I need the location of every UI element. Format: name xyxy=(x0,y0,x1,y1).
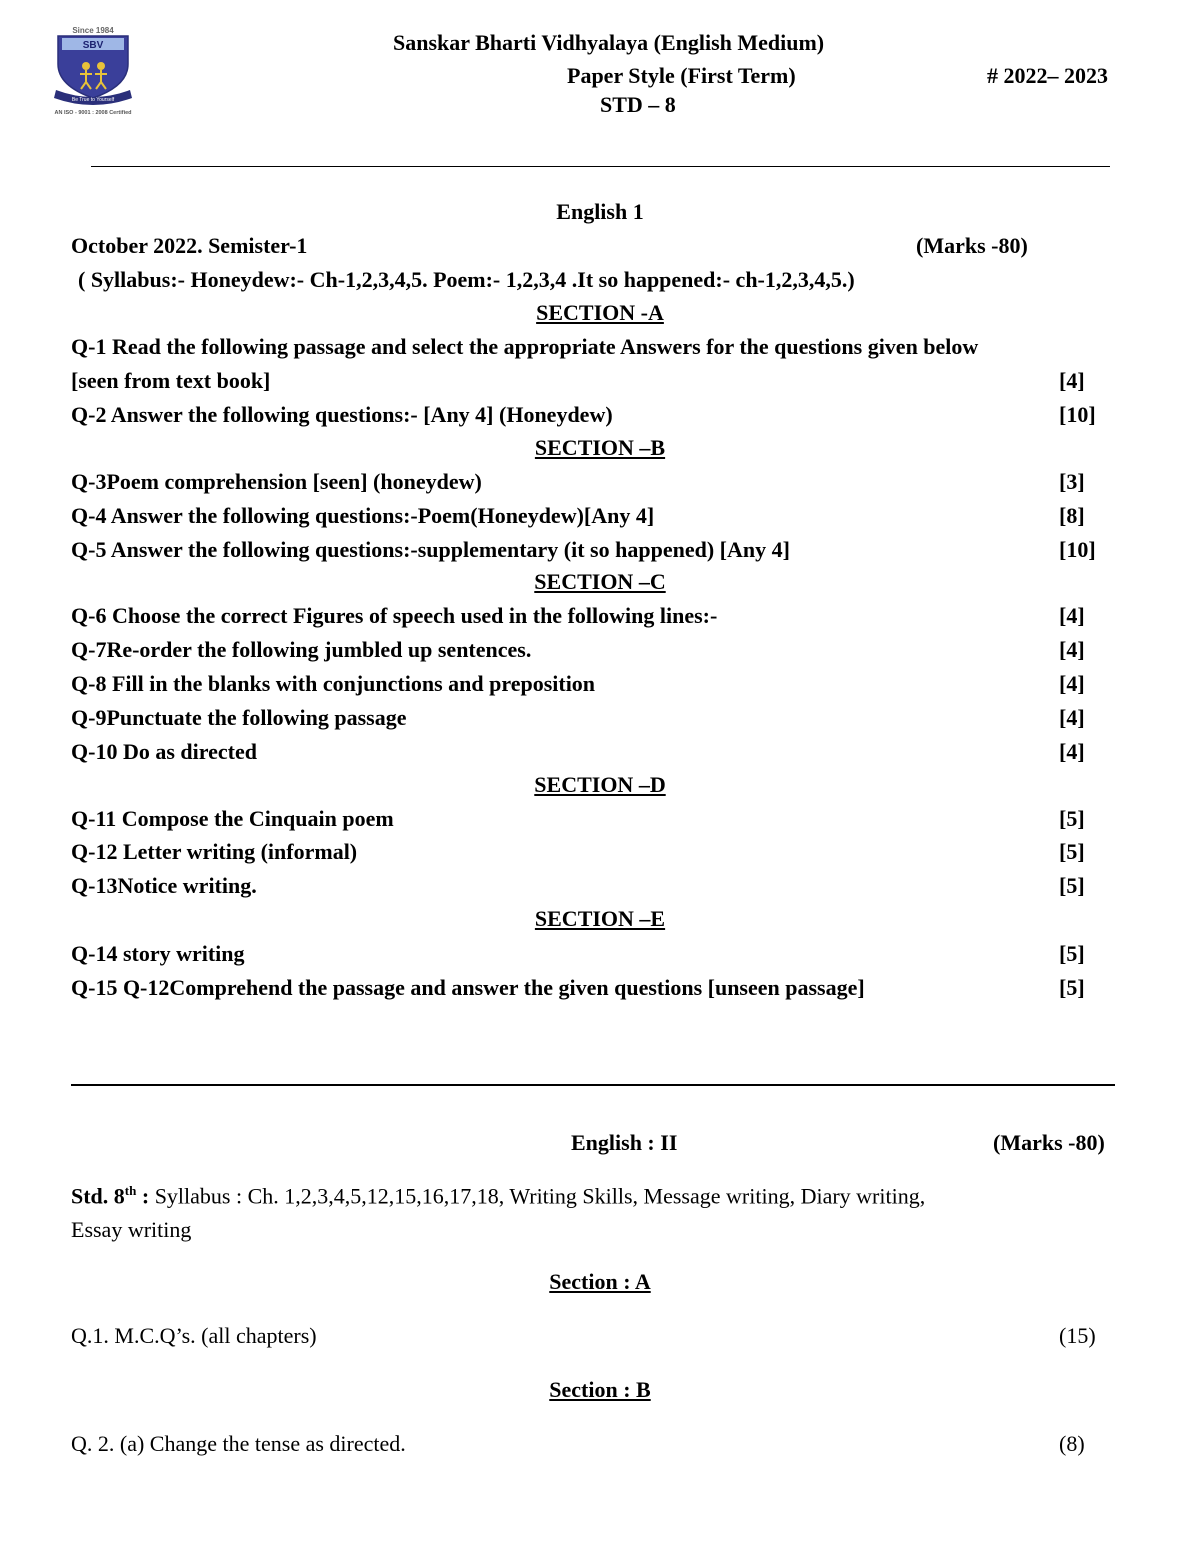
question-text: Q-9Punctuate the following passage xyxy=(71,705,407,730)
question-text: Q-5 Answer the following questions:-supplementary (it so happened) [Any 4] xyxy=(71,537,790,562)
question-text: Q-12 Letter writing (informal) xyxy=(71,839,358,864)
question-text: Q-7Re-order the following jumbled up sentences. xyxy=(71,637,532,662)
question-text: Q-8 Fill in the blanks with conjunctions and preposition xyxy=(71,671,596,696)
question-text: Q.1. M.C.Q’s. (all chapters) xyxy=(71,1323,317,1348)
std-label: Std. 8 xyxy=(71,1183,125,1209)
question-marks: [5] xyxy=(1059,941,1085,966)
english1-syllabus: ( Syllabus:- Honeydew:- Ch-1,2,3,4,5. Poem:- 1,2,3,4 .It so happened:- ch-1,2,3,4,5.) xyxy=(78,267,855,292)
section-heading: SECTION –C xyxy=(534,569,666,594)
question-marks: [4] xyxy=(1059,671,1085,696)
english1-marks: (Marks -80) xyxy=(916,233,1028,258)
section-heading: SECTION -A xyxy=(536,300,664,325)
question-marks: (8) xyxy=(1059,1431,1085,1456)
english2-marks: (Marks -80) xyxy=(993,1130,1105,1155)
question-text: Q-13Notice writing. xyxy=(71,873,257,898)
logo-figure-left-icon xyxy=(82,62,90,70)
english2-syllabus-line2: Essay writing xyxy=(71,1217,192,1242)
question-text: Q-1 Read the following passage and select the appropriate Answers for the questions given below xyxy=(71,334,979,359)
question-marks: [5] xyxy=(1059,975,1085,1000)
school-logo xyxy=(40,24,148,116)
logo-initials: SBV xyxy=(82,40,104,51)
question-marks: [5] xyxy=(1059,873,1085,898)
section-heading: SECTION –B xyxy=(534,435,666,460)
section-heading: SECTION –E xyxy=(534,906,666,931)
question-text: Q-11 Compose the Cinquain poem xyxy=(71,806,394,831)
question-text: Q-3Poem comprehension [seen] (honeydew) xyxy=(71,469,482,494)
english1-title: English 1 xyxy=(556,199,644,224)
question-marks: [5] xyxy=(1059,839,1085,864)
question-text: Q-14 story writing xyxy=(71,941,245,966)
question-text: Q-4 Answer the following questions:-Poem(Honeydew)[Any 4] xyxy=(71,503,655,528)
question-marks: [8] xyxy=(1059,503,1085,528)
std-colon: : xyxy=(136,1183,150,1209)
logo-certification: AN ISO - 9001 : 2008 Certified xyxy=(54,110,132,116)
paper-style: Paper Style (First Term) xyxy=(567,63,796,88)
question-marks: [4] xyxy=(1059,637,1085,662)
question-text: Q-2 Answer the following questions:- [Any 4] (Honeydew) xyxy=(71,402,613,427)
question-text: Q. 2. (a) Change the tense as directed. xyxy=(71,1431,406,1456)
header-divider xyxy=(91,166,1110,167)
english2-title: English : II xyxy=(571,1130,678,1155)
section-heading: SECTION –D xyxy=(534,772,666,797)
question-text: Q-10 Do as directed xyxy=(71,739,257,764)
question-text: Q-6 Choose the correct Figures of speech used in the following lines:- xyxy=(71,603,718,628)
academic-year: # 2022– 2023 xyxy=(987,63,1108,88)
question-text: Q-15 Q-12Comprehend the passage and answer the given questions [unseen passage] xyxy=(71,975,865,1000)
question-marks: [10] xyxy=(1059,537,1096,562)
section-heading: Section : A xyxy=(549,1269,651,1294)
english1-date-term: October 2022. Semister-1 xyxy=(71,233,308,258)
logo-since-text: Since 1984 xyxy=(72,26,114,35)
question-marks: [3] xyxy=(1059,469,1085,494)
question-marks: [4] xyxy=(1059,368,1085,393)
section-heading: Section : B xyxy=(549,1377,651,1402)
question-marks: [4] xyxy=(1059,739,1085,764)
question-marks: [10] xyxy=(1059,402,1096,427)
question-text: [seen from text book] xyxy=(71,368,271,393)
std-superscript: th xyxy=(124,1183,137,1198)
section-divider xyxy=(71,1084,1115,1086)
logo-ribbon-text: Be True to Yourself xyxy=(71,97,115,103)
question-marks: (15) xyxy=(1059,1323,1096,1348)
question-marks: [4] xyxy=(1059,705,1085,730)
std-label: STD – 8 xyxy=(600,92,676,117)
question-marks: [5] xyxy=(1059,806,1085,831)
logo-figure-right-icon xyxy=(97,62,105,70)
school-name: Sanskar Bharti Vidhyalaya (English Medium) xyxy=(393,30,825,55)
english2-syllabus-line1 xyxy=(71,1183,925,1209)
question-marks: [4] xyxy=(1059,603,1085,628)
syllabus-text: Syllabus : Ch. 1,2,3,4,5,12,15,16,17,18, Writing Skills, Message writing, Diary writing, xyxy=(149,1183,926,1209)
